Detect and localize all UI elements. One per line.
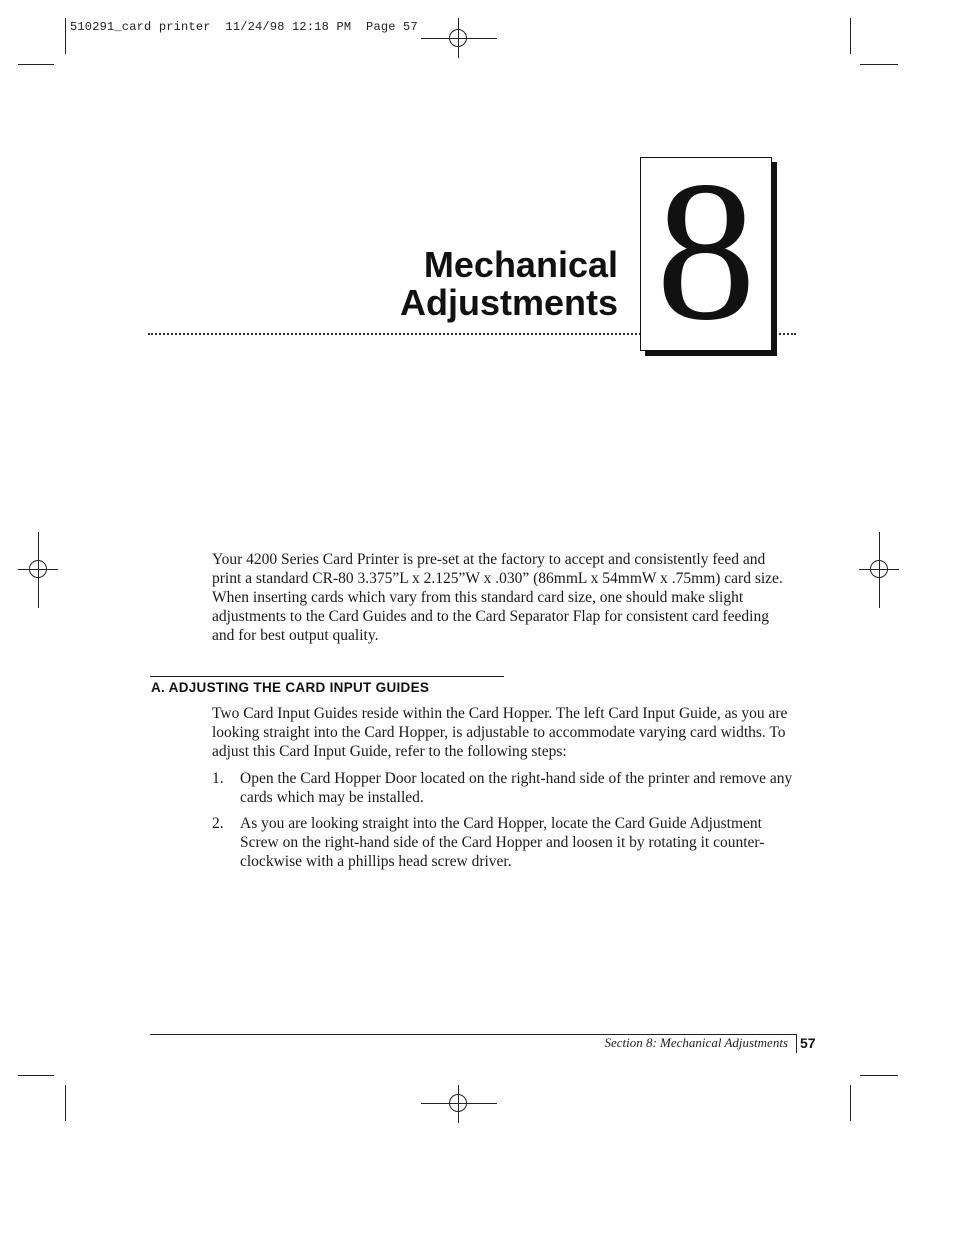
crop-mark-bottom-left-vertical bbox=[65, 1085, 66, 1121]
step-2-number: 2. bbox=[212, 815, 224, 832]
chapter-title-line-1: Mechanical bbox=[423, 244, 618, 285]
crop-mark-bottom-left-horizontal bbox=[18, 1075, 54, 1076]
crop-mark-top-right-horizontal bbox=[860, 64, 898, 65]
intro-paragraph: Your 4200 Series Card Printer is pre-set at the factory to accept and consistently feed and print a standard CR-80 3.375”L x 2.125”W x .030” (86mmL x 54mmW x .75mm) card size. When inserting cards which vary from this standard card size, one should make slight adjustments to the Card Guides and to the Card Separator Flap for consistent card feeding and for best output quality. bbox=[212, 551, 783, 644]
footer-separator bbox=[796, 1034, 797, 1053]
registration-mark-left bbox=[18, 532, 58, 608]
chapter-title-line-2: Adjustments bbox=[399, 282, 618, 323]
crop-mark-bottom-right-horizontal bbox=[860, 1075, 898, 1076]
printer-slug: 510291_card printer 11/24/98 12:18 PM Page 57 bbox=[70, 20, 418, 34]
crop-mark-top-right-vertical bbox=[850, 18, 851, 54]
page-number: 57 bbox=[800, 1035, 816, 1051]
step-1-text: Open the Card Hopper Door located on the right-hand side of the printer and remove any cards which may be installed. bbox=[240, 770, 793, 806]
chapter-number-box bbox=[640, 141, 772, 362]
crop-mark-top-left-horizontal bbox=[18, 64, 54, 65]
chapter-number: 8 bbox=[656, 141, 756, 362]
crop-mark-top-left-vertical bbox=[65, 18, 66, 54]
section-heading: A. ADJUSTING THE CARD INPUT GUIDES bbox=[151, 680, 430, 695]
footer-section-label: Section 8: Mechanical Adjustments bbox=[604, 1035, 788, 1050]
step-2-text: As you are looking straight into the Card Hopper, locate the Card Guide Adjustment Screw on the right-hand side of the Card Hopper and loosen it by rotating it counter-clockwise with a phillips head screw driver. bbox=[240, 815, 765, 870]
section-heading-rule bbox=[150, 676, 504, 677]
section-intro-paragraph: Two Card Input Guides reside within the Card Hopper. The left Card Input Guide, as you are looking straight into the Card Hopper, is adjustable to accommodate varying card widths. To adjust this Card Input Guide, refer to the following steps: bbox=[212, 705, 788, 760]
chapter-title bbox=[400, 246, 618, 322]
registration-mark-bottom bbox=[421, 1085, 497, 1123]
crop-mark-bottom-right-vertical bbox=[850, 1085, 851, 1121]
step-1-number: 1. bbox=[212, 770, 224, 787]
registration-mark-top bbox=[421, 18, 497, 58]
registration-mark-right bbox=[859, 532, 899, 608]
